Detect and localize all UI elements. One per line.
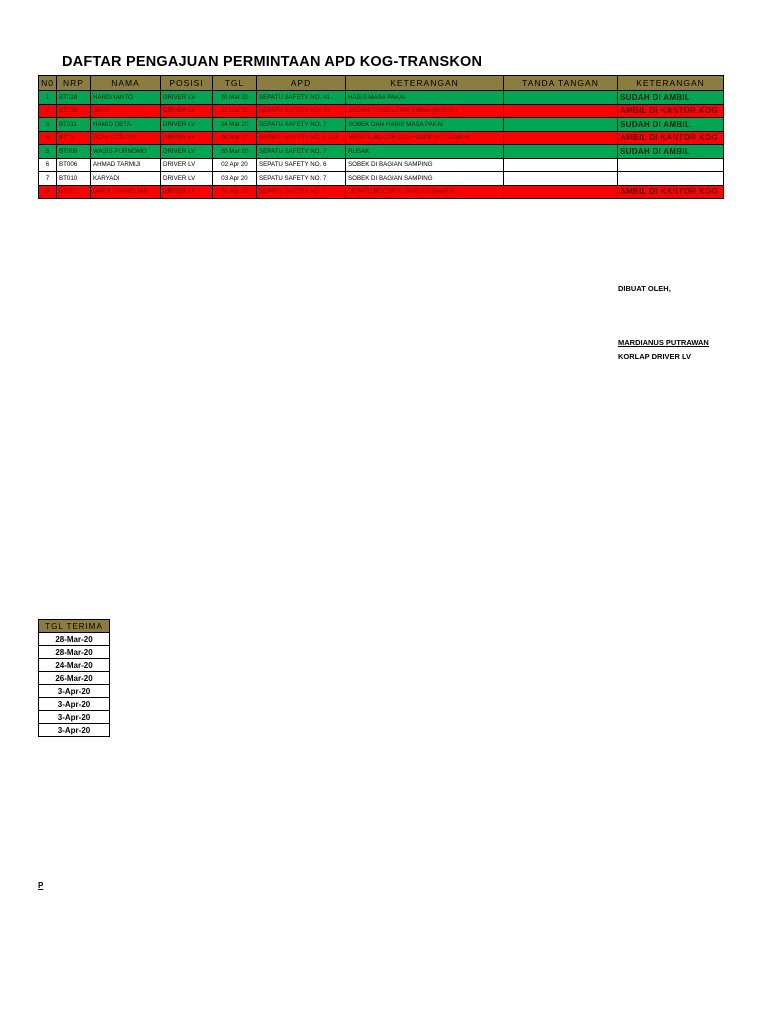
tgl-terima-row (39, 698, 110, 711)
row-no: 2 (39, 104, 57, 118)
table-header-row (39, 76, 724, 91)
row-no: 3 (39, 118, 57, 132)
tgl-terima-row (39, 672, 110, 685)
row-tgl: 22 Mar 20 (213, 104, 257, 118)
table-row (39, 185, 724, 199)
row-keterangan: SOBEK DI BAGIAN SAMPING (346, 158, 504, 172)
row-posisi: DRIVER LV (161, 185, 213, 199)
tgl-terima-date: 26-Mar-20 (39, 672, 110, 685)
header-posisi: POSISI (161, 76, 213, 91)
row-no: 8 (39, 185, 57, 199)
row-apd: SEPATU SAFETY NO. 6 (257, 158, 346, 172)
row-nrp: BT011 (57, 118, 91, 132)
row-nama: HAMID DETA (91, 118, 161, 132)
row-tgl: 24 Mar 20 (213, 118, 257, 132)
row-status: SUDAH DI AMBIL (618, 118, 724, 132)
tgl-terima-date: 3-Apr-20 (39, 724, 110, 737)
row-nrp: BT018 (57, 91, 91, 105)
row-tanda-tangan (504, 91, 618, 105)
row-tanda-tangan (504, 158, 618, 172)
header-keterangan: KETERANGAN (346, 76, 504, 91)
row-no: 6 (39, 158, 57, 172)
row-status: AMBIL DI KANTOR KOG (618, 185, 724, 199)
row-no: 5 (39, 145, 57, 159)
row-status: SUDAH DI AMBIL (618, 145, 724, 159)
row-tgl: 30 Mar 20 (213, 145, 257, 159)
signature-name: MARDIANUS PUTRAWAN (618, 338, 709, 347)
row-keterangan: RUSAK (346, 145, 504, 159)
header-apd: APD (257, 76, 346, 91)
apd-request-table (38, 75, 724, 199)
row-nama: JEPRI (91, 104, 161, 118)
table-row (39, 131, 724, 145)
row-nrp: BT010 (57, 172, 91, 186)
tgl-terima-row (39, 711, 110, 724)
row-status: SUDAH DI AMBIL (618, 91, 724, 105)
row-nama: AHMAD TARMIJI (91, 158, 161, 172)
row-tanda-tangan (504, 145, 618, 159)
row-tanda-tangan (504, 185, 618, 199)
row-apd: SEPATU SAFETY NO. 7 (257, 145, 346, 159)
row-keterangan: SEPATU BOCOR DAN HABIS MASA PAKAI (346, 131, 504, 145)
row-no: 7 (39, 172, 57, 186)
tgl-terima-row (39, 685, 110, 698)
row-tgl: 20 Mar 20 (213, 91, 257, 105)
header-keterangan-status: KETERANGAN (618, 76, 724, 91)
table-row (39, 145, 724, 159)
table-row (39, 118, 724, 132)
row-nama: WASIS PURNOMO (91, 145, 161, 159)
row-apd: SEPATU SAFETY NO. 7 (257, 118, 346, 132)
tgl-terima-header: TGL TERIMA (39, 620, 110, 633)
row-apd: SEPATU SAFETY NO. 6 & 9 (257, 131, 346, 145)
row-apd: SEPATU SAFETY NO. 41 (257, 91, 346, 105)
row-posisi: DRIVER LV (161, 104, 213, 118)
row-no: 1 (39, 91, 57, 105)
row-keterangan: SOBEK DI BAGIAN SAMPING (346, 172, 504, 186)
header-tgl: TGL (213, 76, 257, 91)
footer-mark: P (38, 881, 44, 890)
table-row (39, 104, 724, 118)
row-posisi: DRIVER LV (161, 131, 213, 145)
row-tgl: 03 Apr 20 (213, 172, 257, 186)
tgl-terima-row (39, 633, 110, 646)
table-row (39, 91, 724, 105)
row-posisi: DRIVER LV (161, 91, 213, 105)
row-apd: SEPATU SAFETY NO. 41 (257, 104, 346, 118)
row-nama: HARDIYANTO (91, 91, 161, 105)
document-title: DAFTAR PENGAJUAN PERMINTAAN APD KOG-TRANSKON (62, 54, 483, 70)
row-posisi: DRIVER LV (161, 118, 213, 132)
row-status: AMBIL DI KANTOR KOG (618, 104, 724, 118)
table-row (39, 158, 724, 172)
row-tgl: 26 Mar 20 (213, 131, 257, 145)
row-keterangan: SEPATU BOCOR DI BAGIAN BAWAH (346, 185, 504, 199)
tgl-terima-date: 24-Mar-20 (39, 659, 110, 672)
tgl-terima-date: 28-Mar-20 (39, 633, 110, 646)
row-keterangan: SUDAH TIDAK LAYAK PAKAI (SOBEK) (346, 104, 504, 118)
header-tanda-tangan: TANDA TANGAN (504, 76, 618, 91)
header-nama: NAMA (91, 76, 161, 91)
row-tgl: 02 Apr 20 (213, 158, 257, 172)
tgl-terima-row (39, 646, 110, 659)
tgl-terima-table (38, 619, 110, 737)
row-tanda-tangan (504, 104, 618, 118)
row-nrp: BT006 (57, 158, 91, 172)
row-tgl: 03 Apr 20 (213, 185, 257, 199)
row-keterangan: SOBEK DAN HABIS MASA PAKAI (346, 118, 504, 132)
row-posisi: DRIVER LV (161, 145, 213, 159)
row-nama: DAFIT PRANGGAN (91, 185, 161, 199)
row-posisi: DRIVER LV (161, 172, 213, 186)
tgl-terima-row (39, 659, 110, 672)
row-nrp: BT020 (57, 104, 91, 118)
row-nama: DONI CATUR S (91, 131, 161, 145)
header-no: N0 (39, 76, 57, 91)
table-row (39, 172, 724, 186)
row-nama: KARYADI (91, 172, 161, 186)
header-nrp: NRP (57, 76, 91, 91)
row-nrp: BT009 (57, 145, 91, 159)
row-tanda-tangan (504, 118, 618, 132)
row-posisi: DRIVER LV (161, 158, 213, 172)
row-nrp: BT007 (57, 185, 91, 199)
row-tanda-tangan (504, 131, 618, 145)
row-status (618, 158, 724, 172)
row-nrp: BT02 (57, 131, 91, 145)
signature-made-by: DIBUAT OLEH, (618, 284, 671, 293)
tgl-terima-date: 3-Apr-20 (39, 698, 110, 711)
tgl-terima-date: 28-Mar-20 (39, 646, 110, 659)
signature-role: KORLAP DRIVER LV (618, 352, 692, 361)
row-tanda-tangan (504, 172, 618, 186)
row-status (618, 172, 724, 186)
tgl-terima-date: 3-Apr-20 (39, 685, 110, 698)
row-no: 4 (39, 131, 57, 145)
tgl-terima-row (39, 724, 110, 737)
row-apd: SEPATU SAFETY NO. 7 (257, 172, 346, 186)
row-apd: SEPATU SAFETY NO. 7 (257, 185, 346, 199)
row-status: AMBIL DI KANTOR KOG (618, 131, 724, 145)
tgl-terima-date: 3-Apr-20 (39, 711, 110, 724)
row-keterangan: HABIS MASA PAKAI (346, 91, 504, 105)
